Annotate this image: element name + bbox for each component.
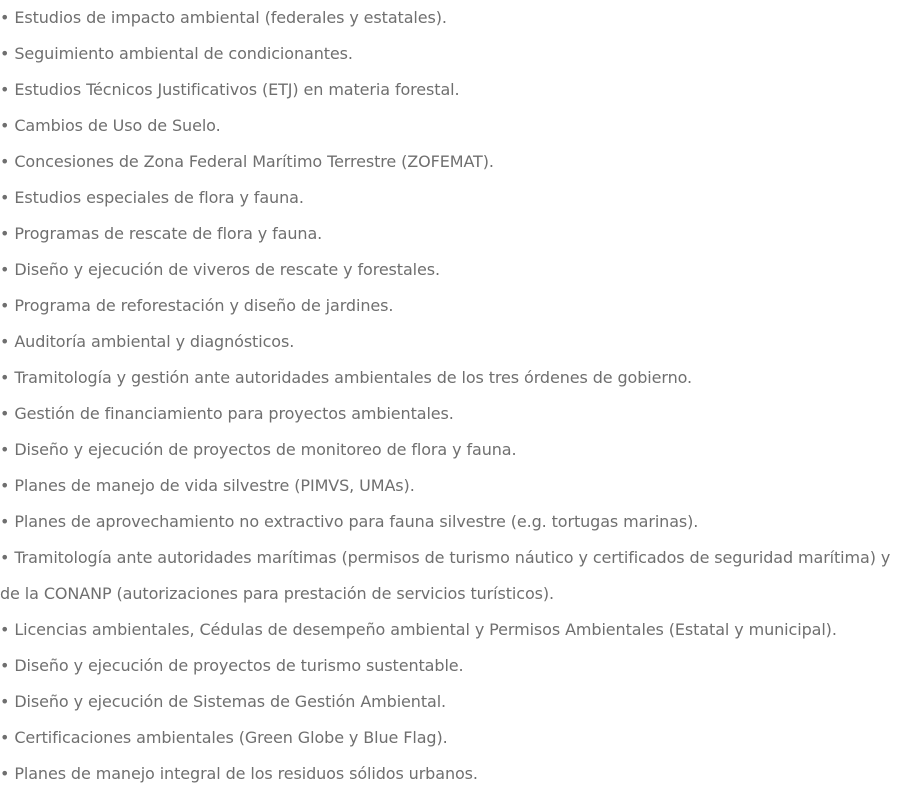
list-item: • Diseño y ejecución de viveros de rescate y forestales. bbox=[0, 260, 440, 279]
list-item: • Programa de reforestación y diseño de jardines. bbox=[0, 296, 394, 315]
list-item: • Licencias ambientales, Cédulas de desempeño ambiental y Permisos Ambientales (Estatal y municipal). bbox=[0, 620, 837, 639]
list-item: • Tramitología y gestión ante autoridades ambientales de los tres órdenes de gobierno. bbox=[0, 368, 693, 387]
list-item: • Planes de manejo de vida silvestre (PIMVS, UMAs). bbox=[0, 476, 415, 495]
list-item: • Tramitología ante autoridades marítimas (permisos de turismo náutico y certificados de seguridad marítima) y de la CONANP (autorizaciones para prestación de servicios turísticos). bbox=[0, 548, 891, 603]
list-item: • Estudios de impacto ambiental (federales y estatales). bbox=[0, 8, 447, 27]
list-item: • Gestión de financiamiento para proyectos ambientales. bbox=[0, 404, 454, 423]
list-item: • Diseño y ejecución de proyectos de monitoreo de flora y fauna. bbox=[0, 440, 517, 459]
list-item: • Cambios de Uso de Suelo. bbox=[0, 116, 221, 135]
list-item: • Concesiones de Zona Federal Marítimo Terrestre (ZOFEMAT). bbox=[0, 152, 494, 171]
list-item: • Seguimiento ambiental de condicionantes. bbox=[0, 44, 353, 63]
list-item: • Diseño y ejecución de proyectos de turismo sustentable. bbox=[0, 656, 464, 675]
list-item: • Programas de rescate de flora y fauna. bbox=[0, 224, 323, 243]
list-item: • Certificaciones ambientales (Green Globe y Blue Flag). bbox=[0, 728, 448, 747]
list-item: • Estudios especiales de flora y fauna. bbox=[0, 188, 304, 207]
list-item: • Estudios Técnicos Justificativos (ETJ) en materia forestal. bbox=[0, 80, 460, 99]
list-item: • Auditoría ambiental y diagnósticos. bbox=[0, 332, 295, 351]
list-item: • Planes de aprovechamiento no extractivo para fauna silvestre (e.g. tortugas marinas). bbox=[0, 512, 699, 531]
list-item: • Diseño y ejecución de Sistemas de Gestión Ambiental. bbox=[0, 692, 447, 711]
list-item: • Planes de manejo integral de los residuos sólidos urbanos. bbox=[0, 764, 478, 783]
